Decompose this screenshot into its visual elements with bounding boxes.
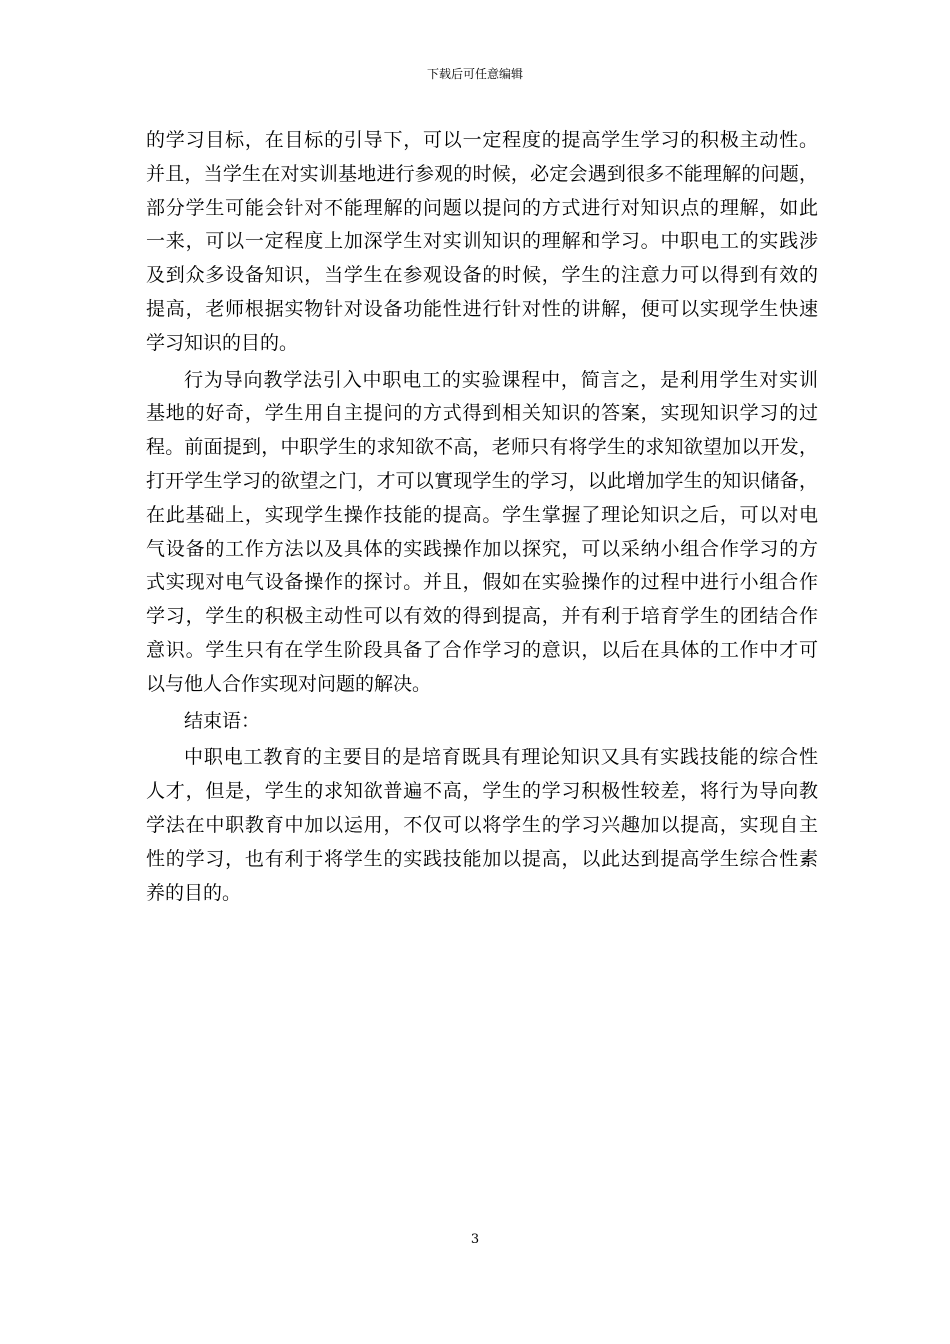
text-line: 提高，老师根据实物针对设备功能性进行针对性的讲解，便可以实现学生快速 bbox=[146, 297, 818, 320]
text-line: 性的学习，也有利于将学生的实践技能加以提高，以此达到提高学生综合性素 bbox=[146, 847, 818, 870]
text-line: 意识。学生只有在学生阶段具备了合作学习的意识，以后在具体的工作中才可 bbox=[146, 638, 818, 661]
text-line: 气设备的工作方法以及具体的实践操作加以探究，可以采纳小组合作学习的方 bbox=[146, 537, 818, 560]
text-line: 结束语： bbox=[184, 709, 261, 732]
text-line: 人才，但是，学生的求知欲普遍不高，学生的学习积极性较差，将行为导向教 bbox=[146, 780, 818, 803]
text-line: 中职电工教育的主要目的是培育既具有理论知识又具有实践技能的综合性 bbox=[184, 746, 818, 769]
text-line: 式实现对电气设备操作的探讨。并且，假如在实验操作的过程中进行小组合作 bbox=[146, 571, 818, 594]
text-line: 学习，学生的积极主动性可以有效的得到提高，并有利于培育学生的团结合作 bbox=[146, 605, 818, 628]
text-line: 并且，当学生在对实训基地进行参观的时候，必定会遇到很多不能理解的问题， bbox=[146, 162, 818, 185]
page-header: 下载后可任意编辑 bbox=[426, 67, 523, 81]
paragraph-1 bbox=[146, 124, 818, 361]
document-body bbox=[146, 124, 818, 910]
text-line: 一来，可以一定程度上加深学生对实训知识的理解和学习。中职电工的实践涉 bbox=[146, 230, 818, 253]
text-line: 养的目的。 bbox=[146, 881, 242, 904]
conclusion-heading bbox=[146, 705, 818, 739]
text-line: 学习知识的目的。 bbox=[146, 331, 299, 354]
text-line: 打开学生学习的欲望之门，才可以實现学生的学习，以此增加学生的知识储备， bbox=[146, 469, 818, 492]
paragraph-2 bbox=[146, 364, 818, 702]
text-line: 行为导向教学法引入中职电工的实验课程中，简言之，是利用学生对实训 bbox=[184, 368, 818, 391]
text-line: 及到众多设备知识，当学生在参观设备的时候，学生的注意力可以得到有效的 bbox=[146, 264, 818, 287]
paragraph-3 bbox=[146, 741, 818, 910]
text-line: 程。前面提到，中职学生的求知欲不高，老师只有将学生的求知欲望加以开发， bbox=[146, 436, 818, 459]
text-line: 部分学生可能会针对不能理解的问题以提问的方式进行对知识点的理解，如此 bbox=[146, 196, 818, 219]
page-number: 3 bbox=[470, 1232, 480, 1247]
text-line: 以与他人合作实现对问题的解决。 bbox=[146, 672, 432, 695]
text-line: 学法在中职教育中加以运用，不仅可以将学生的学习兴趣加以提高，实现自主 bbox=[146, 813, 818, 836]
text-line: 在此基础上，实现学生操作技能的提高。学生掌握了理论知识之后，可以对电 bbox=[146, 503, 818, 526]
text-line: 的学习目标，在目标的引导下，可以一定程度的提高学生学习的积极主动性。 bbox=[146, 129, 818, 151]
text-line: 基地的好奇，学生用自主提问的方式得到相关知识的答案，实现知识学习的过 bbox=[146, 402, 818, 425]
